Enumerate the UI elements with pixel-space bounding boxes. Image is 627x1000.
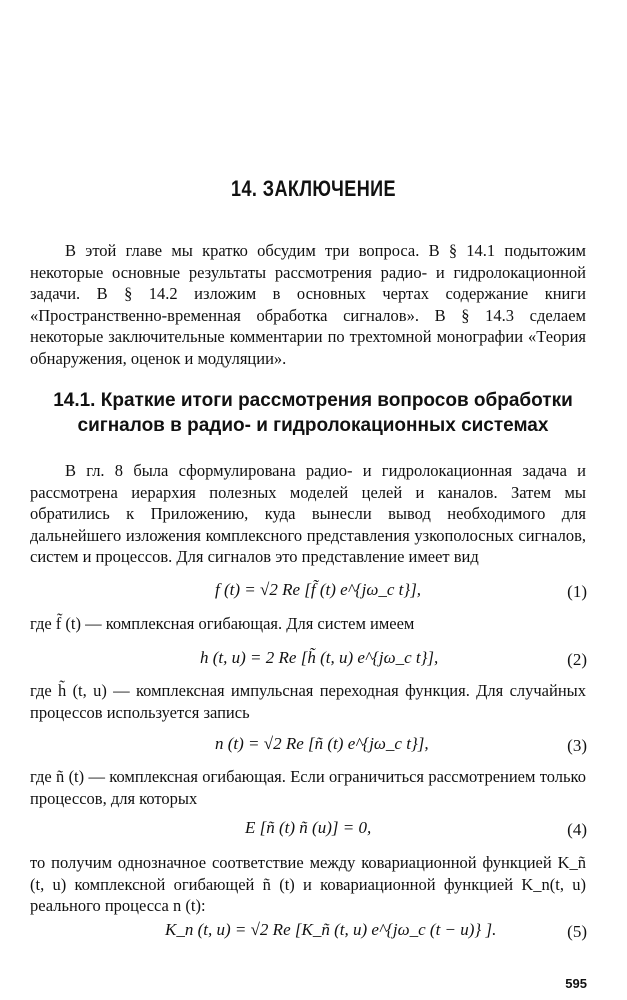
paragraph-1: В гл. 8 была сформулирована радио- и гидролокационная задача и рассмотрена иерархия полезных моделей целей и каналов. Затем мы обратились к Приложению, куда вынесли вывод необходимого для дальнейшего изложения комплексного представления узкополосных сигналов, систем и процессов. Для сигналов это представление имеет вид — [30, 461, 586, 567]
equation-4-number: (4) — [567, 820, 587, 839]
equation-1: f (t) = √2 Re [f̃ (t) e^{jω_c t}], — [215, 580, 422, 599]
section-title-line-2: сигналов в радио- и гидролокационных системах — [77, 415, 549, 436]
page-number: 595 — [565, 976, 587, 991]
section-title-line-1: 14.1. Краткие итоги рассмотрения вопросов обработки — [53, 390, 573, 411]
section-title — [30, 388, 596, 438]
text-after-equation-2: где h̃ (t, u) — комплексная импульсная переходная функция. Для случайных процессов используется запись — [30, 681, 586, 722]
equation-2: h (t, u) = 2 Re [h̃ (t, u) e^{jω_c t}], — [200, 648, 439, 667]
text-after-equation-4: то получим однозначное соответствие между ковариационной функцией K_ñ (t, u) комплексной огибающей ñ (t) и ковариационной функцией K_n(t, u) реального процесса n (t): — [30, 853, 586, 916]
text-after-equation-3: где ñ (t) — комплексная огибающая. Если ограничиться рассмотрением только процессов, для которых — [30, 767, 586, 808]
text-after-equation-1: где f̃ (t) — комплексная огибающая. Для систем имеем — [30, 614, 415, 633]
equation-3: n (t) = √2 Re [ñ (t) e^{jω_c t}], — [215, 734, 429, 753]
chapter-title: 14. ЗАКЛЮЧЕНИЕ — [231, 176, 396, 201]
equation-2-number: (2) — [567, 650, 587, 669]
equation-3-number: (3) — [567, 736, 587, 755]
intro-paragraph: В этой главе мы кратко обсудим три вопроса. В § 14.1 подытожим некоторые основные результаты рассмотрения радио- и гидролокационной задачи. В § 14.2 изложим в основных чертах содержание книги «Пространственно-временная обработка сигналов». В § 14.3 сделаем некоторые заключительные комментарии по трехтомной монографии «Теория обнаружения, оценок и модуляции». — [30, 241, 586, 368]
equation-5-number: (5) — [567, 922, 587, 941]
equation-1-number: (1) — [567, 582, 587, 601]
equation-4: E [ñ (t) ñ (u)] = 0, — [245, 818, 372, 837]
equation-5: K_n (t, u) = √2 Re [K_ñ (t, u) e^{jω_c (t − u)} ]. — [165, 920, 497, 939]
